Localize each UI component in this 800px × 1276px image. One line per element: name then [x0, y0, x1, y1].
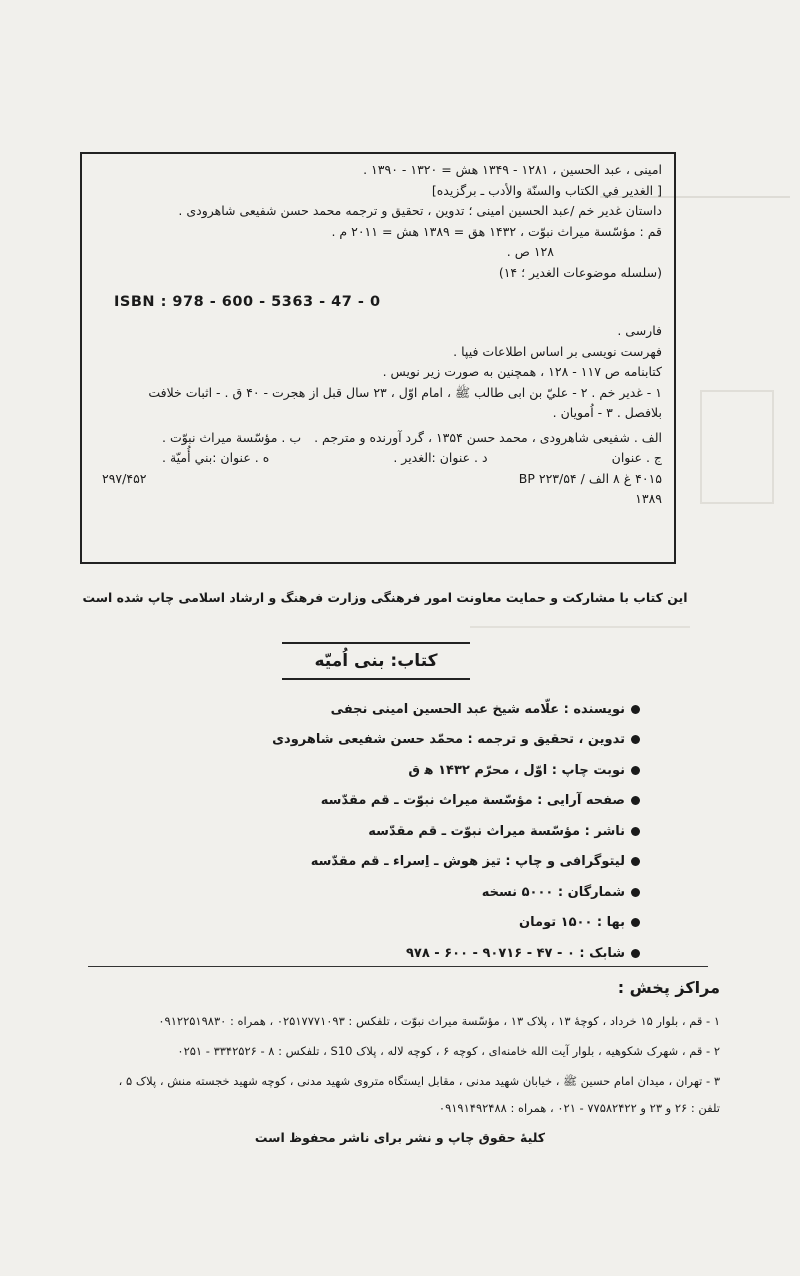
publication-details: [220, 694, 640, 969]
bullet-icon: [631, 735, 640, 744]
bleed-through-mark: [470, 612, 690, 628]
detail-print-run: شمارگان : ۵۰۰۰ نسخه: [220, 877, 640, 908]
catalog-series: (سلسله موضوعات الغدیر ؛ ۱۴): [498, 264, 662, 280]
catalog-isbn: ISBN : 978 - 600 - 5363 - 47 - 0: [114, 294, 381, 310]
catalog-added-entry-a: الف . شفیعی شاهرودی ، محمد حسن ۱۳۵۴ ، گرد آورنده و مترجم .: [314, 429, 662, 445]
bullet-icon: [631, 918, 640, 927]
distribution-centers-heading: مراکز پخش :: [617, 978, 720, 997]
detail-publisher: ناشر : مؤسّسة میراث نبوّت ـ قم مقدّسه: [220, 816, 640, 847]
catalog-bibliography: کتابنامه ص ۱۱۷ - ۱۲۸ ، همچنین به صورت زیر نویس .: [382, 364, 662, 379]
catalog-language: فارسی .: [617, 323, 662, 338]
book-title: کتاب: بنی اُمیّه: [282, 642, 470, 680]
bullet-icon: [631, 705, 640, 714]
detail-layout: صفحه آرایی : مؤسّسة میراث نبوّت ـ قم مقدّسه: [220, 786, 640, 817]
catalog-author: امینی ، عبد الحسین ، ۱۲۸۱ - ۱۳۴۹ هش = ۱۳۲۰ - ۱۳۹۰ .: [363, 162, 662, 177]
section-divider: [88, 966, 708, 967]
bullet-icon: [631, 857, 640, 866]
catalog-added-entry-b: ب . مؤسّسة میراث نبوّت .: [162, 429, 302, 445]
catalog-pages: ۱۲۸ ص .: [506, 244, 554, 259]
detail-printing: لیتوگرافی و چاپ : تیز هوش ـ اِسراء ـ قم مقدّسه: [220, 847, 640, 878]
detail-author: نویسنده : علّامه شیخ عبد الحسین امینی نجفی: [220, 694, 640, 725]
catalog-subjects-cont: بلافصل . ۳ - اُمویان .: [552, 405, 662, 420]
catalog-lc-number: ۴۰۱۵ غ ۸ الف / BP ۲۲۳/۵۴: [518, 470, 662, 486]
catalog-added-title-d: د . عنوان :الغدیر .: [393, 450, 488, 465]
address-qom-1: ۱ - قم ، بلوار ۱۵ خرداد ، کوچهٔ ۱۳ ، پلاک ۱۳ ، مؤسّسة میراث نبوّت ، تلفکس : ۰۲۵۱۷۷۷۱۰۹۳ ، همراه : ۰۹۱۲۲۵۱۹۸۳۰: [158, 1014, 720, 1028]
catalog-fipa-note: فهرست نویسی بر اساس اطلاعات فیپا .: [453, 343, 662, 359]
catalog-imprint: قم : مؤسّسة میراث نبوّت ، ۱۴۳۲ هق = ۱۳۸۹ هش = ۲۰۱۱ م .: [331, 223, 662, 239]
catalog-row-added-entries: [92, 428, 662, 449]
catalog-row-titles: [92, 448, 662, 469]
catalog-row-classification: [92, 469, 662, 490]
address-tehran-phone: تلفن : ۲۶ و ۲۳ و ۷۷۵۸۲۴۲۲ - ۰۲۱ ، همراه : ۰۹۱۹۱۴۹۲۴۸۸: [438, 1101, 720, 1115]
catalog-box: [80, 152, 676, 564]
rights-reserved: کلیهٔ حقوق چاپ و نشر برای ناشر محفوظ است: [254, 1130, 546, 1145]
support-statement: این کتاب با مشارکت و حمایت معاونت امور فرهنگی وزارت فرهنگ و ارشاد اسلامی چاپ شده است: [82, 590, 688, 605]
catalog-year: ۱۳۸۹: [635, 491, 662, 506]
detail-price: بها : ۱۵۰۰ تومان: [220, 908, 640, 939]
bullet-icon: [631, 766, 640, 775]
detail-editor-translator: تدوین ، تحقیق و ترجمه : محمّد حسن شفیعی شاهرودی: [220, 725, 640, 756]
bleed-through-mark: [700, 390, 774, 504]
bullet-icon: [631, 796, 640, 805]
address-tehran: ۳ - تهران ، میدان امام حسین ﷺ ، خیابان شهید مدنی ، مقابل ایستگاه متروی شهید مدنی ، کوچه شهید خجسته منش ، پلاک ۵ ،: [118, 1074, 720, 1088]
catalog-subjects: ۱ - غدیر خم . ۲ - عليّ بن ابی طالب ﷺ ، امام اوّل ، ۲۳ سال قبل از هجرت - ۴۰ ق . - اثبات خلافت: [148, 384, 662, 400]
bullet-icon: [631, 888, 640, 897]
bullet-icon: [631, 949, 640, 958]
catalog-title: داستان غدیر خم /عبد الحسین امینی ؛ تدوین ، تحقیق و ترجمه محمد حسن شفیعی شاهرودی .: [178, 203, 662, 218]
bullet-icon: [631, 827, 640, 836]
detail-edition: نوبت چاپ : اوّل ، محرّم ۱۴۳۲ ه‍ ق: [220, 755, 640, 786]
catalog-added-title-e: ه . عنوان :بني أُميّة .: [162, 450, 270, 465]
detail-isbn: شابک : ۰ - ۴۷ - ۹۰۷۱۶ - ۶۰۰ - ۹۷۸: [220, 938, 640, 969]
catalog-added-title-c: ج . عنوان: [611, 450, 662, 465]
address-qom-2: ۲ - قم ، شهرک شکوهیه ، بلوار آیت الله خامنه‌ای ، کوچه ۶ ، کوچه لاله ، پلاک S10 ، تلفکس : ۸ - ۳۳۴۲۵۲۶ - ۰۲۵۱: [177, 1044, 720, 1058]
catalog-dewey-number: ۲۹۷/۴۵۲: [102, 470, 147, 486]
catalog-uniform-title: [ الغدیر في الکتاب والسنّة والأدب ـ برگزیده]: [431, 182, 662, 198]
